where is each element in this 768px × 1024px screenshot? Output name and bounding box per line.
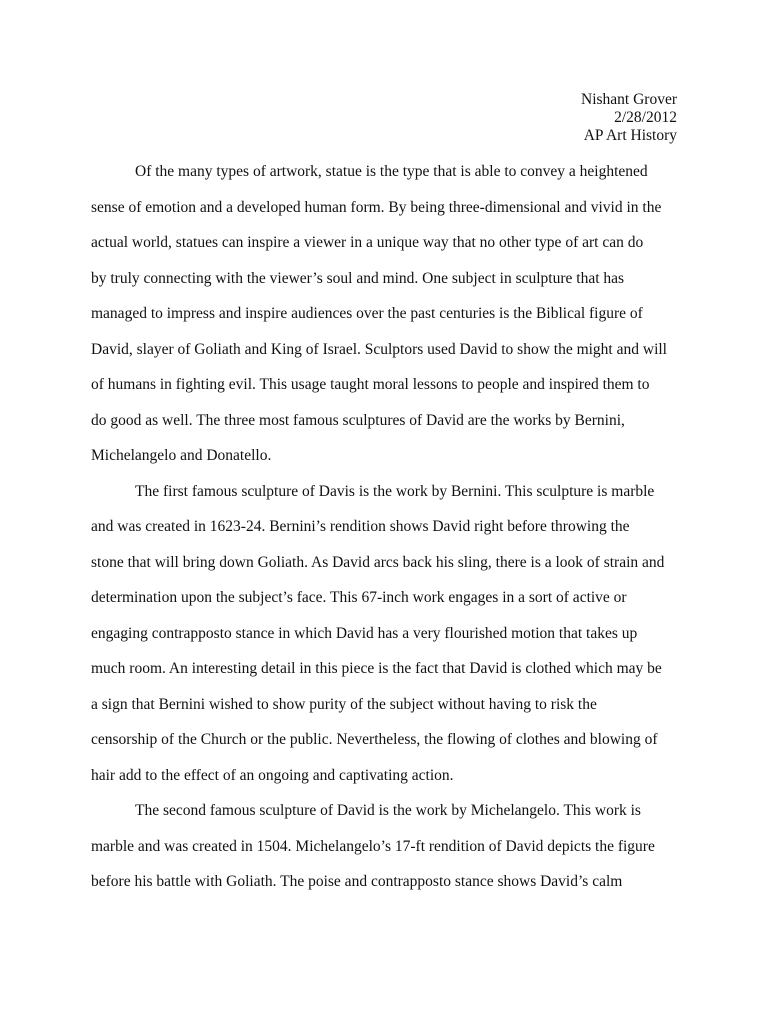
paragraph — [91, 793, 691, 900]
text-line: The second famous sculpture of David is the work by Michelangelo. This work is — [135, 802, 641, 819]
text-line: stone that will bring down Goliath. As David arcs back his sling, there is a look of strain and — [91, 553, 665, 571]
text-line: censorship of the Church or the public. Nevertheless, the flowing of clothes and blowing of — [91, 731, 658, 748]
text-line: much room. An interesting detail in this piece is the fact that David is clothed which may be — [91, 660, 662, 677]
course-name: AP Art History — [583, 127, 677, 144]
text-line: hair add to the effect of an ongoing and captivating action. — [91, 766, 454, 784]
text-line: before his battle with Goliath. The poise and contrapposto stance shows David’s calm — [91, 873, 623, 890]
text-line: Of the many types of artwork, statue is the type that is able to convey a heightened — [135, 163, 648, 180]
text-line: actual world, statues can inspire a viewer in a unique way that no other type of art can do — [91, 234, 644, 251]
text-line: by truly connecting with the viewer’s soul and mind. One subject in sculpture that has — [91, 269, 625, 287]
author-name: Nishant Grover — [581, 91, 677, 108]
document-header — [581, 91, 677, 145]
text-line: determination upon the subject’s face. This 67-inch work engages in a sort of active or — [91, 589, 627, 606]
paragraph — [91, 474, 691, 794]
text-line: Michelangelo and Donatello. — [91, 447, 272, 464]
document-date: 2/28/2012 — [614, 109, 677, 126]
text-line: sense of emotion and a developed human form. By being three-dimensional and vivid in the — [91, 198, 662, 216]
text-line: The first famous sculpture of Davis is the work by Bernini. This sculpture is marble — [135, 482, 655, 500]
text-line: of humans in fighting evil. This usage taught moral lessons to people and inspired them to — [91, 376, 650, 393]
text-line: marble and was created in 1504. Michelangelo’s 17-ft rendition of David depicts the figure — [91, 837, 655, 855]
text-line: do good as well. The three most famous sculptures of David are the works by Bernini, — [91, 411, 625, 429]
text-line: and was created in 1623-24. Bernini’s rendition shows David right before throwing the — [91, 518, 630, 535]
text-line: a sign that Bernini wished to show purity of the subject without having to risk the — [91, 695, 597, 713]
text-line: managed to impress and inspire audiences over the past centuries is the Biblical figure of — [91, 305, 643, 322]
text-line: David, slayer of Goliath and King of Israel. Sculptors used David to show the might and will — [91, 340, 667, 358]
paragraph — [91, 154, 691, 474]
text-line: engaging contrapposto stance in which David has a very flourished motion that takes up — [91, 624, 638, 642]
document-body — [91, 154, 691, 900]
